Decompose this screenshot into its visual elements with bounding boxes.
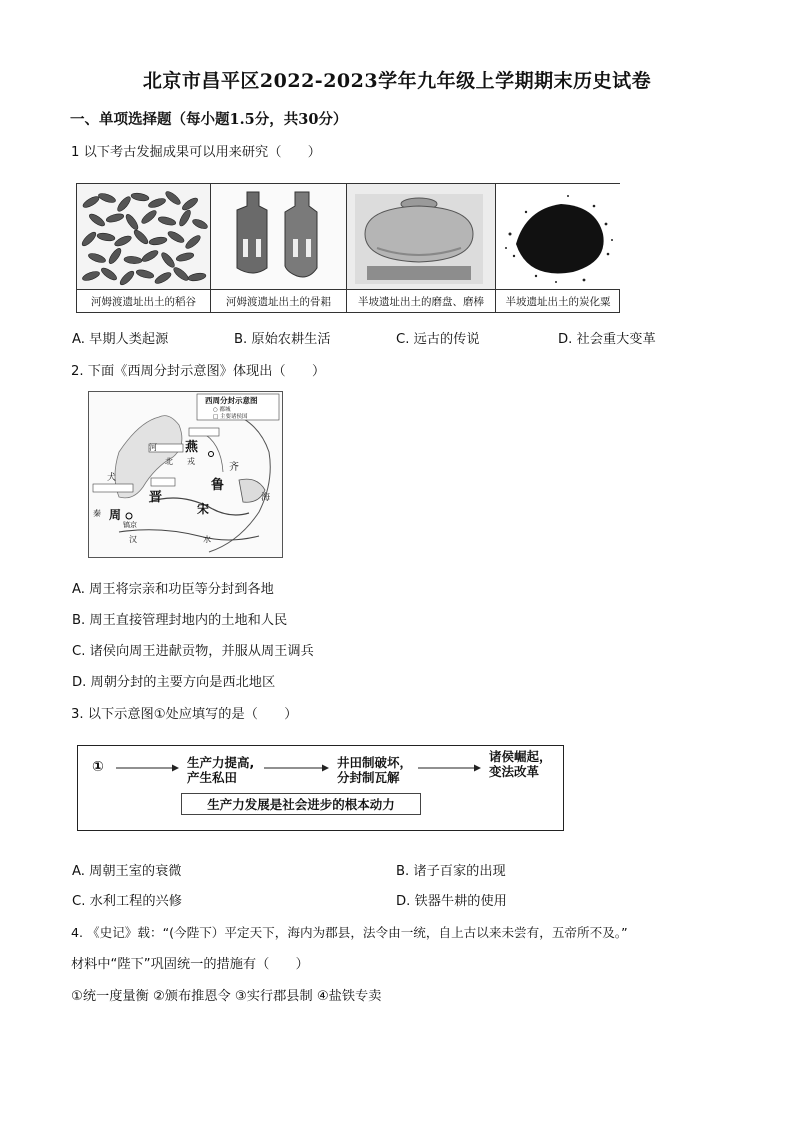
question-1-stem: 1 以下考古发掘成果可以用来研究（ ） (71, 145, 321, 160)
western-zhou-map (88, 391, 283, 558)
question-4-items: ①统一度量衡 ②颁布推恩令 ③实行郡县制 ④盐铁专卖 (71, 989, 382, 1004)
q2-option-b[interactable]: B. 周王直接管理封地内的土地和人民 (72, 613, 288, 628)
diagram-step-2-line-2: 分封制瓦解 (337, 770, 400, 785)
map-label-lu: 鲁 (211, 478, 225, 493)
map-label-qin: 秦 (93, 509, 101, 518)
map-label-he: 河 (149, 443, 157, 452)
map-label-yan: 燕 (185, 440, 199, 455)
image-cell-millet (496, 184, 620, 312)
diagram-step-1-line-1: 生产力提高, (187, 755, 255, 770)
caption-millet: 半坡遗址出土的炭化粟 (505, 295, 611, 308)
q2-option-d[interactable]: D. 周朝分封的主要方向是西北地区 (72, 675, 276, 690)
q2-option-c[interactable]: C. 诸侯向周王进献贡物，并服从周王调兵 (72, 644, 314, 659)
bone-spade-image (211, 184, 346, 290)
q3-option-d[interactable]: D. 铁器牛耕的使用 (396, 894, 507, 909)
question-3-stem: 3. 以下示意图①处应填写的是（ ） (71, 707, 298, 722)
page-title: 北京市昌平区2022-2023学年九年级上学期期末历史试卷 (142, 70, 652, 92)
section-heading: 一、单项选择题（每小题1.5分，共30分） (70, 111, 348, 128)
caption-grinding-stone: 半坡遗址出土的磨盘、磨棒 (358, 295, 484, 308)
carbonized-millet-image (496, 184, 620, 290)
diagram-step-1-line-2: 产生私田 (187, 770, 238, 785)
map-label-qi: 齐 (229, 462, 239, 473)
map-label-han: 汉 (129, 535, 137, 544)
map-label-jin: 晋 (149, 490, 163, 505)
q3-option-a[interactable]: A. 周朝王室的衰微 (72, 864, 182, 879)
map-label-song: 宋 (197, 502, 210, 516)
map-legend-state: □ 主要诸侯国 (213, 414, 248, 420)
map-label-shui: 水 (203, 535, 211, 544)
q3-option-c[interactable]: C. 水利工程的兴修 (72, 894, 182, 909)
question-2-stem: 2. 下面《西周分封示意图》体现出（ ） (71, 364, 326, 379)
map-label-haojing: 镐京 (123, 521, 137, 529)
rice-grains-image (77, 184, 210, 290)
q1-option-d[interactable]: D. 社会重大变革 (558, 332, 656, 347)
diagram-step-3-line-1: 诸侯崛起， (489, 749, 552, 764)
q1-option-b[interactable]: B. 原始农耕生活 (234, 332, 331, 347)
image-cell-bone-spade (211, 184, 347, 312)
diagram-step-2-line-1: 井田制破坏， (337, 755, 413, 770)
image-cell-grinding-stone (347, 184, 496, 312)
grinding-stone-image (347, 184, 495, 290)
diagram-step-3-line-2: 变法改革 (489, 764, 540, 779)
question-4-stem: 4. 《史记》载：“(今陛下）平定天下，海内为郡县，法令由一统，自上古以来未尝有，五帝所不及。” (71, 925, 628, 940)
question-3-diagram (77, 745, 564, 831)
map-legend-capital: ○ 都城 (213, 407, 231, 413)
q2-option-a[interactable]: A. 周王将宗亲和功臣等分封到各地 (72, 582, 274, 597)
map-label-zhou: 周 (109, 508, 122, 522)
question-1-image-table (76, 183, 620, 313)
image-cell-rice (77, 184, 211, 312)
map-label-quan: 犬 (107, 473, 117, 483)
caption-rice: 河姆渡遗址出土的稻谷 (91, 295, 196, 308)
diagram-blank-1: ① (92, 759, 104, 775)
caption-bone-spade: 河姆渡遗址出土的骨耜 (226, 295, 331, 308)
map-label-sea: 海 (261, 493, 271, 503)
q1-option-a[interactable]: A. 早期人类起源 (72, 332, 169, 347)
map-label-bei: 北 (165, 457, 173, 466)
q1-option-c[interactable]: C. 远古的传说 (396, 332, 480, 347)
map-label-rong: 戎 (187, 457, 195, 466)
map-title: 西周分封示意图 (205, 396, 258, 405)
q3-option-b[interactable]: B. 诸子百家的出现 (396, 864, 506, 879)
question-4-line-2: 材料中“陛下”巩固统一的措施有（ ） (71, 957, 309, 972)
diagram-conclusion: 生产力发展是社会进步的根本动力 (181, 793, 421, 815)
